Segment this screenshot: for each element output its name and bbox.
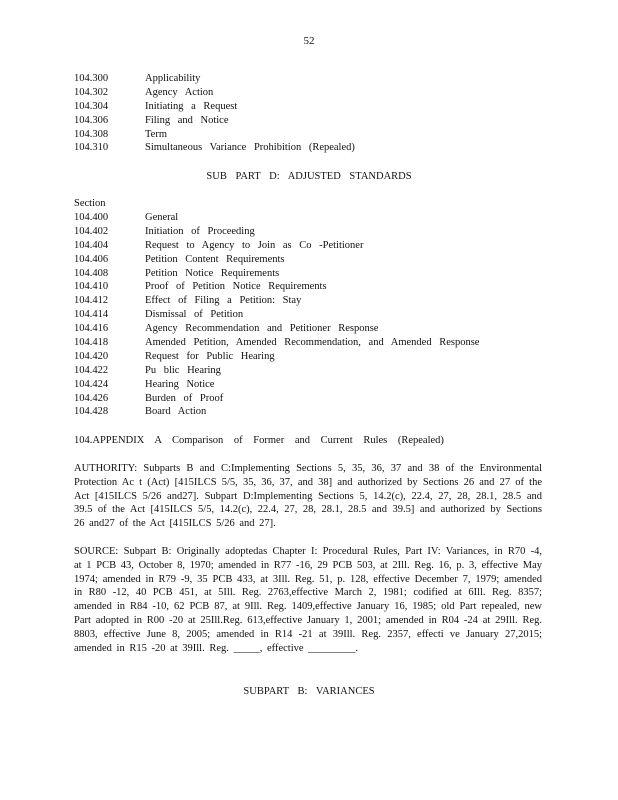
section-entry: [74, 364, 554, 378]
section-entry: [74, 141, 554, 155]
section-number: 104.404: [74, 239, 109, 251]
section-entry: [74, 280, 554, 294]
section-entry: [74, 225, 554, 239]
section-title: Request to Agency to Join as Co -Petitioner: [145, 239, 364, 251]
section-number: 104.402: [74, 225, 109, 237]
section-number: 104.408: [74, 267, 109, 279]
section-title: Applicability: [145, 73, 201, 84]
section-number: 104.414: [74, 309, 109, 321]
section-number: 104.306: [74, 114, 109, 126]
section-number: 104.416: [74, 323, 109, 335]
section-entry: [74, 100, 554, 114]
section-title: Burden of Proof: [145, 392, 224, 404]
section-entry: [74, 267, 554, 281]
section-number: 104.412: [74, 295, 109, 307]
section-number: 104.418: [74, 337, 109, 349]
section-entry: [74, 86, 554, 100]
section-number: 104.420: [74, 350, 109, 362]
section-number: 104.300: [74, 73, 109, 84]
section-title: Request for Public Hearing: [145, 350, 275, 362]
section-entry: [74, 350, 554, 364]
section-entry: [74, 253, 554, 267]
section-title: Term: [145, 128, 168, 140]
section-number: 104.422: [74, 364, 109, 376]
section-number: 104.308: [74, 128, 109, 140]
section-entry: [74, 392, 554, 406]
section-title: Initiating a Request: [145, 100, 238, 112]
section-title: Petition Notice Requirements: [145, 267, 280, 279]
section-entry: [74, 322, 554, 336]
section-entry: [74, 211, 554, 225]
page-number: 52: [303, 35, 315, 47]
section-title: General: [145, 212, 179, 223]
section-number: 104.426: [74, 392, 109, 404]
section-entry: [74, 72, 554, 86]
section-number: 104.428: [74, 406, 109, 418]
section-title: Initiation of Proceeding: [145, 225, 255, 237]
subpart-c-section-list: [74, 72, 554, 155]
section-title: Dismissal of Petition: [145, 309, 244, 321]
section-title: Proof of Petition Notice Requirements: [145, 281, 327, 293]
section-entry: [74, 114, 554, 128]
section-number: 104.406: [74, 253, 109, 265]
section-title: Effect of Filing a Petition: Stay: [145, 295, 302, 307]
subpart-d-section-list: [74, 211, 554, 419]
section-title: Board Action: [145, 406, 207, 418]
section-entry: [74, 308, 554, 322]
section-title: Agency Recommendation and Petitioner Response: [145, 323, 379, 335]
source-paragraph: SOURCE: Subpart B: Originally adoptedas Chapter I: Procedural Rules, Part IV: Variances, in R70 -4, at 1 PCB 43, October 8, 1970; amended in R77 -16, 29 PCB 503, at 2Ill. Reg. 16, p. 3, effective May 1974; amended in R79 -9, 35 PCB 433, at 3Ill. Reg. 51, p. 128, effective December 7, 1979; amended in R80 -12, 40 PCB 451, at 5Ill. Reg. 2763,effective March 2, 1981; codified at 6Ill. Reg. 8357; amended in R84 -10, 62 PCB 87, at 9Ill. Reg. 1409,effective January 16, 1985; old Part repealed, new Part adopted in R00 -20 at 25Ill.Reg. 613,effective January 1, 2001; amended in R04 -24 at 29Ill. Reg. 8803, effective June 8, 2005; amended in R14 -21 at 39Ill. Reg. 2357, effecti ve January 27,2015; amended in R15 -20 at 39Ill. Reg. _____, effective _________.: [74, 546, 542, 654]
section-title: Agency Action: [145, 86, 214, 98]
section-number: 104.304: [74, 100, 109, 112]
section-title: Petition Content Requirements: [145, 253, 285, 265]
section-title: Pu blic Hearing: [145, 364, 221, 376]
section-number: 104.302: [74, 86, 109, 98]
section-title: Amended Petition, Amended Recommendation, and Amended Response: [145, 337, 480, 349]
section-number: 104.410: [74, 281, 109, 293]
section-entry: [74, 128, 554, 142]
section-number: 104.400: [74, 212, 109, 223]
subpart-d-heading: SUB PART D: ADJUSTED STANDARDS: [206, 171, 412, 182]
section-entry: [74, 294, 554, 308]
section-entry: [74, 239, 554, 253]
section-entry: [74, 405, 554, 419]
authority-paragraph: AUTHORITY: Subparts B and C:Implementing Sections 5, 35, 36, 37 and 38 of the Environmental Protection Ac t (Act) [415ILCS 5/5, 35, 36, 37, and 38] and authorized by Sections 26 and 27 of the Act [415ILCS 5/26 and27]. Subpart D:Implementing Sections 5, 14.2(c), 22.4, 27, 28, 28.1, 28.5 and 39.5 of the Act [415ILCS 5/5, 14.2(c), 22.4, 27, 28, 28.1, 28.5 and 39.5] and authorized by Sections 26 and27 of the Act [415ILCS 5/26 and 27].: [74, 463, 542, 530]
subpart-b-heading: SUBPART B: VARIANCES: [243, 686, 375, 697]
section-title: Filing and Notice: [145, 114, 229, 126]
section-title: Hearing Notice: [145, 378, 215, 390]
appendix-line: 104.APPENDIX A Comparison of Former and Current Rules (Repealed): [74, 435, 444, 446]
section-label: Section: [74, 198, 106, 209]
section-entry: [74, 378, 554, 392]
section-title: Simultaneous Variance Prohibition (Repealed): [145, 142, 355, 154]
section-number: 104.310: [74, 142, 109, 154]
section-number: 104.424: [74, 378, 109, 390]
section-entry: [74, 336, 554, 350]
